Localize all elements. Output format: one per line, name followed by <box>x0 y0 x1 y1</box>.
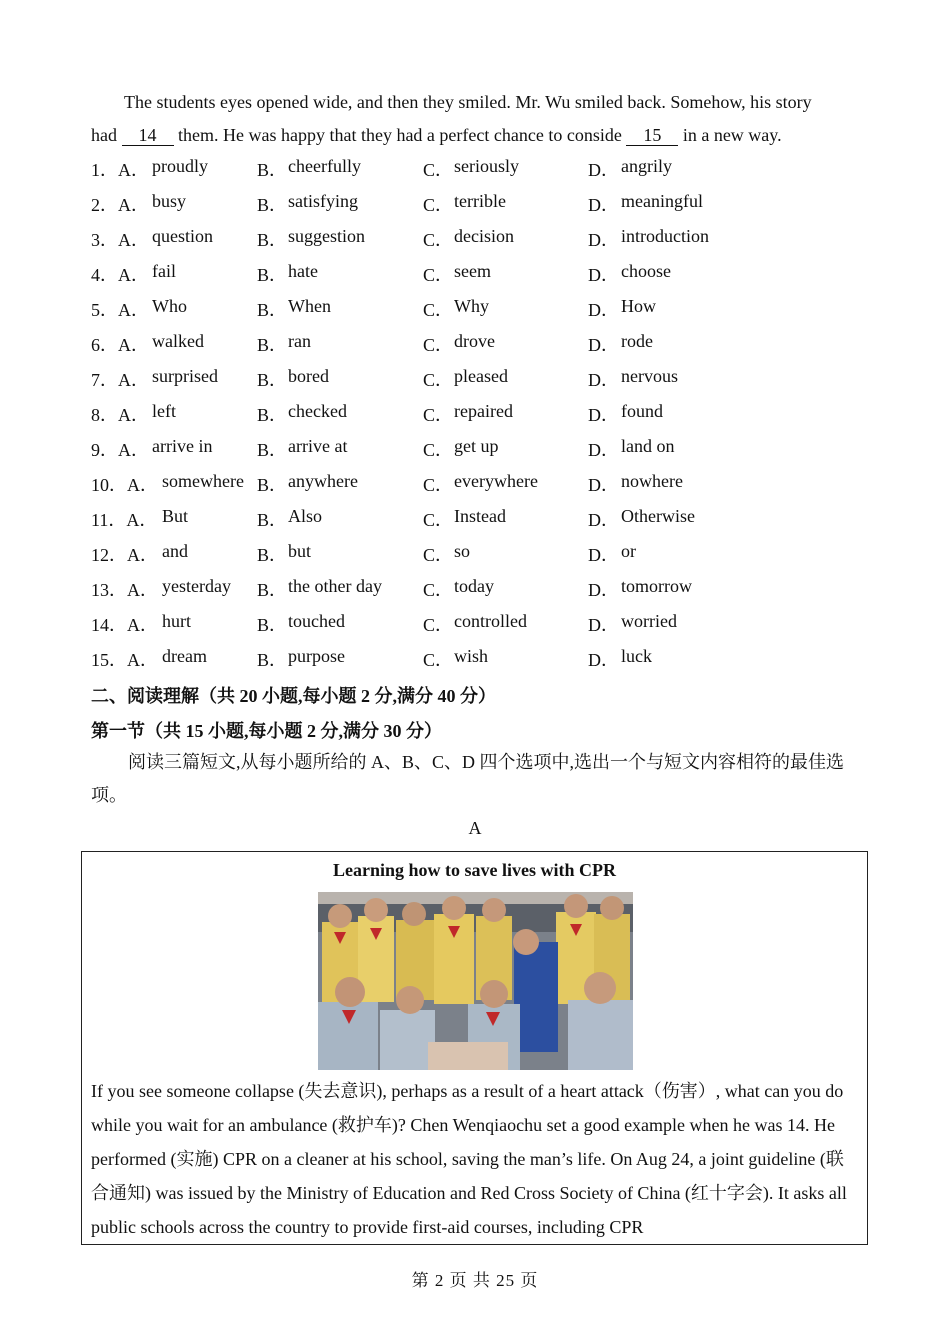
option-d-text: choose <box>621 261 671 281</box>
question-row <box>91 646 871 676</box>
instructions-text: 阅读三篇短文,从每小题所给的 A、B、C、D 四个选项中,选出一个与短文内容相符的最佳选项。 <box>91 752 845 805</box>
option-c-label: C． <box>423 580 454 600</box>
option-c-label: C． <box>423 615 454 635</box>
option-b-label: B． <box>257 440 288 460</box>
option-a-text: question <box>152 226 213 246</box>
option-c-text: seem <box>454 261 491 281</box>
option-c-label: C． <box>423 650 454 670</box>
option-d-text: land on <box>621 436 675 456</box>
option-b-text: checked <box>288 401 347 421</box>
option-c-label: C． <box>423 440 454 460</box>
question-row <box>91 611 871 641</box>
option-b-text: cheerfully <box>288 156 361 176</box>
question-row <box>91 331 871 361</box>
question-number: 15．A． <box>91 650 158 670</box>
option-b-label: B． <box>257 650 288 670</box>
option-b-label: B． <box>257 405 288 425</box>
option-c-text: everywhere <box>454 471 538 491</box>
option-c-text: Instead <box>454 506 506 526</box>
question-row <box>91 576 871 606</box>
question-row <box>91 296 871 326</box>
option-d-label: D． <box>588 195 619 215</box>
option-d-label: D． <box>588 265 619 285</box>
question-row <box>91 226 871 256</box>
option-a-text: walked <box>152 331 204 351</box>
question-row <box>91 261 871 291</box>
option-b-text: but <box>288 541 312 561</box>
question-number: 9．A． <box>91 440 149 460</box>
cpr-training-photo <box>318 892 633 1070</box>
option-d-text: How <box>621 296 656 316</box>
passage-label: A <box>468 818 482 838</box>
option-b-text: When <box>288 296 331 316</box>
option-d-label: D． <box>588 440 619 460</box>
instructions <box>91 746 861 812</box>
option-d-text: nervous <box>621 366 678 386</box>
option-d-text: introduction <box>621 226 709 246</box>
question-number: 4．A． <box>91 265 149 285</box>
option-a-text: left <box>152 401 176 421</box>
question-number: 8．A． <box>91 405 149 425</box>
question-number: 1．A． <box>91 160 149 180</box>
option-b-label: B． <box>257 475 288 495</box>
option-d-label: D． <box>588 160 619 180</box>
option-c-label: C． <box>423 335 454 355</box>
question-number: 6．A． <box>91 335 149 355</box>
option-c-text: so <box>454 541 471 561</box>
option-d-text: worried <box>621 611 677 631</box>
option-a-text: arrive in <box>152 436 213 456</box>
option-a-text: yesterday <box>162 576 231 596</box>
option-d-text: Otherwise <box>621 506 695 526</box>
question-number: 10．A． <box>91 475 158 495</box>
option-c-text: drove <box>454 331 495 351</box>
question-row <box>91 471 871 501</box>
option-b-label: B． <box>257 615 288 635</box>
question-row <box>91 436 871 466</box>
option-a-text: Who <box>152 296 187 316</box>
option-b-label: B． <box>257 580 288 600</box>
option-c-text: seriously <box>454 156 519 176</box>
option-a-text: proudly <box>152 156 208 176</box>
question-row <box>91 366 871 396</box>
option-d-text: rode <box>621 331 653 351</box>
option-d-label: D． <box>588 300 619 320</box>
question-number: 2．A． <box>91 195 149 215</box>
option-b-text: anywhere <box>288 471 358 491</box>
option-b-label: B． <box>257 160 288 180</box>
option-b-text: arrive at <box>288 436 348 456</box>
question-number: 13．A． <box>91 580 158 600</box>
intro-paragraph <box>91 86 861 152</box>
option-c-text: today <box>454 576 494 596</box>
option-c-label: C． <box>423 195 454 215</box>
option-d-label: D． <box>588 370 619 390</box>
question-number: 7．A． <box>91 370 149 390</box>
intro-text: had <box>91 125 122 145</box>
question-number: 14．A． <box>91 615 158 635</box>
option-b-label: B． <box>257 510 288 530</box>
question-number: 12．A． <box>91 545 158 565</box>
option-c-label: C． <box>423 545 454 565</box>
option-c-text: wish <box>454 646 489 666</box>
section2-heading: 二、阅读理解（共 20 小题,每小题 2 分,满分 40 分） <box>91 686 496 706</box>
option-c-text: terrible <box>454 191 506 211</box>
option-d-text: found <box>621 401 663 421</box>
option-a-text: fail <box>152 261 176 281</box>
option-d-label: D． <box>588 335 619 355</box>
page-footer: 第 2 页 共 25 页 <box>411 1271 539 1290</box>
passage-text: If you see someone collapse (失去意识), perhaps as a result of a heart attack（伤害）, what can you do while you wait for an ambulance (救护车)? Chen Wenqiaochu set a good example when he was 14. He performed (实施) CPR on a cleaner at his school, saving the man’s life. On Aug 24, a joint guideline (联合通知) was issued by the Ministry of Education and Red Cross Society of China (红十字会). It asks all public schools across the country to provide first-aid courses, including CPR <box>91 1081 847 1237</box>
option-b-label: B． <box>257 265 288 285</box>
option-b-label: B． <box>257 230 288 250</box>
option-c-label: C． <box>423 370 454 390</box>
option-b-text: ran <box>288 331 311 351</box>
option-b-text: Also <box>288 506 323 526</box>
blank-14: 14 <box>122 125 174 146</box>
option-a-text: busy <box>152 191 187 211</box>
option-d-label: D． <box>588 650 619 670</box>
question-row <box>91 401 871 431</box>
question-row <box>91 191 871 221</box>
option-d-label: D． <box>588 230 619 250</box>
option-b-text: touched <box>288 611 345 631</box>
option-b-text: the other day <box>288 576 382 596</box>
option-c-text: repaired <box>454 401 513 421</box>
option-d-text: nowhere <box>621 471 683 491</box>
option-c-text: controlled <box>454 611 527 631</box>
option-c-label: C． <box>423 405 454 425</box>
option-b-text: hate <box>288 261 318 281</box>
passage-title: Learning how to save lives with CPR <box>333 860 616 880</box>
option-d-text: meaningful <box>621 191 703 211</box>
option-d-label: D． <box>588 475 619 495</box>
option-a-text: somewhere <box>162 471 244 491</box>
option-a-text: and <box>162 541 188 561</box>
passage-box <box>81 851 868 1245</box>
intro-text: in a new way. <box>678 125 782 145</box>
question-number: 11．A． <box>91 510 158 530</box>
option-c-text: pleased <box>454 366 508 386</box>
option-d-text: or <box>621 541 636 561</box>
option-c-label: C． <box>423 265 454 285</box>
option-a-text: surprised <box>152 366 218 386</box>
intro-line1: The students eyes opened wide, and then they smiled. Mr. Wu smiled back. Somehow, his story <box>124 92 812 112</box>
option-d-text: angrily <box>621 156 672 176</box>
option-d-label: D． <box>588 545 619 565</box>
option-d-label: D． <box>588 580 619 600</box>
option-c-label: C． <box>423 160 454 180</box>
option-c-text: get up <box>454 436 499 456</box>
blank-15: 15 <box>626 125 678 146</box>
question-row <box>91 156 871 186</box>
option-c-label: C． <box>423 475 454 495</box>
option-d-text: tomorrow <box>621 576 692 596</box>
question-row <box>91 541 871 571</box>
option-d-text: luck <box>621 646 652 666</box>
question-number: 5．A． <box>91 300 149 320</box>
option-b-label: B． <box>257 335 288 355</box>
option-b-text: suggestion <box>288 226 366 246</box>
option-a-text: hurt <box>162 611 191 631</box>
option-b-text: purpose <box>288 646 345 666</box>
option-d-label: D． <box>588 405 619 425</box>
option-a-text: dream <box>162 646 207 666</box>
option-b-label: B． <box>257 545 288 565</box>
option-c-label: C． <box>423 510 454 530</box>
question-number: 3．A． <box>91 230 149 250</box>
option-a-text: But <box>162 506 189 526</box>
option-b-label: B． <box>257 300 288 320</box>
option-b-text: bored <box>288 366 329 386</box>
option-c-text: Why <box>454 296 489 316</box>
option-b-text: satisfying <box>288 191 358 211</box>
option-b-label: B． <box>257 195 288 215</box>
option-c-label: C． <box>423 230 454 250</box>
option-d-label: D． <box>588 615 619 635</box>
option-c-text: decision <box>454 226 514 246</box>
intro-text: them. He was happy that they had a perfect chance to conside <box>173 125 627 145</box>
option-b-label: B． <box>257 370 288 390</box>
option-c-label: C． <box>423 300 454 320</box>
part1-heading: 第一节（共 15 小题,每小题 2 分,满分 30 分） <box>91 721 442 741</box>
question-row <box>91 506 871 536</box>
option-d-label: D． <box>588 510 619 530</box>
